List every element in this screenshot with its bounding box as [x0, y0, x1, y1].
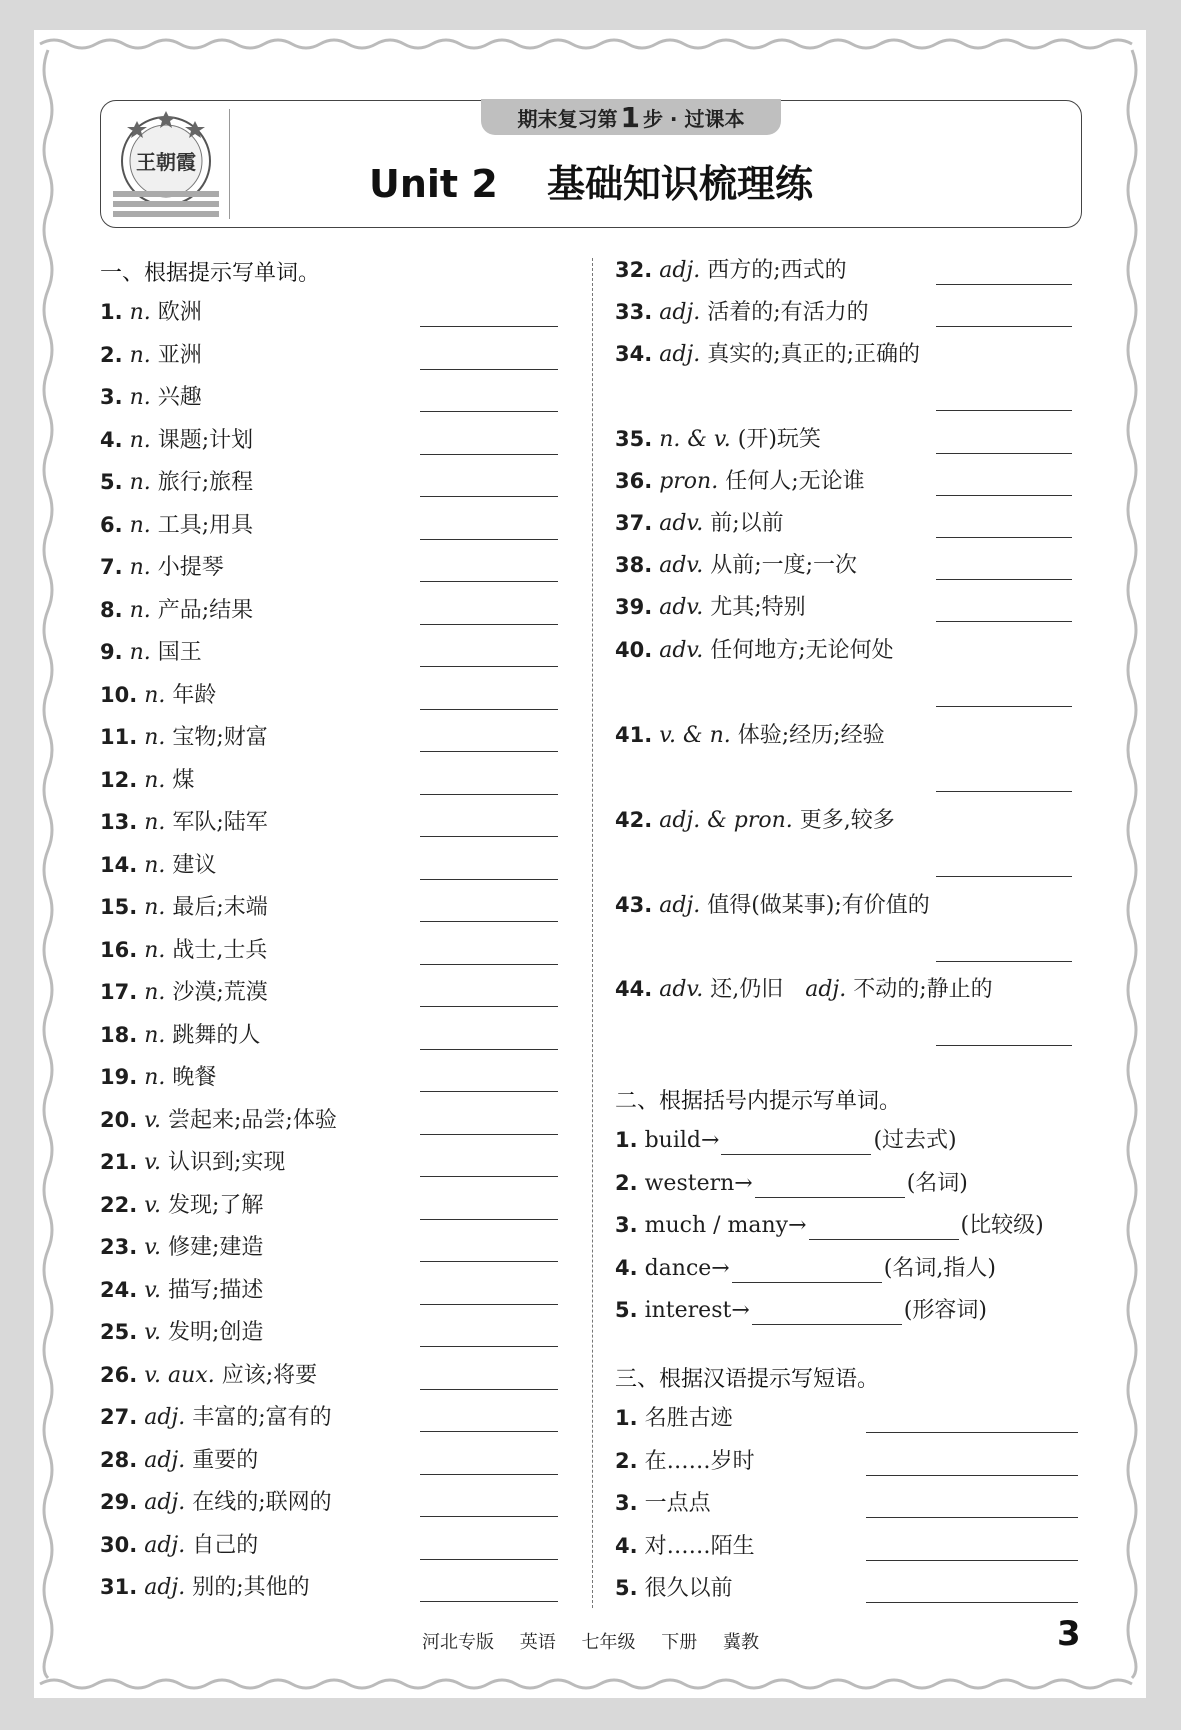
answer-blank[interactable] — [936, 537, 1072, 538]
item-meaning: 小提琴 — [157, 555, 224, 580]
item-number: 13. — [100, 810, 138, 834]
item-number: 35. — [615, 427, 653, 451]
item-meaning: 年龄 — [172, 682, 217, 708]
word-item — [615, 806, 895, 835]
section2-title: 二、根据括号内提示写单词。 — [615, 1089, 902, 1114]
title-text: 基础知识梳理练 — [547, 162, 814, 206]
item-meaning: 更多,较多 — [799, 808, 895, 833]
part-of-speech: n. — [144, 895, 166, 920]
part-of-speech: n. — [129, 640, 151, 665]
item-number: 36. — [615, 469, 653, 493]
item-number: 22. — [100, 1192, 138, 1217]
part-of-speech: v. — [144, 1107, 162, 1133]
part-of-speech: n. — [144, 980, 166, 1005]
phrase-hint: 一点点 — [644, 1491, 711, 1516]
item-meaning: 亚洲 — [157, 342, 202, 368]
answer-blank[interactable] — [752, 1302, 902, 1325]
part-of-speech: v. & n. — [659, 723, 731, 748]
item-number: 38. — [615, 553, 653, 577]
item-meaning: 旅行;旅程 — [157, 470, 254, 495]
word-item — [100, 1148, 285, 1177]
word-item — [100, 851, 216, 880]
part-of-speech: adj. — [659, 300, 701, 325]
part-of-speech: n. — [129, 555, 151, 580]
form-hint: (比较级) — [960, 1213, 1044, 1238]
item-meaning: 别的;其他的 — [192, 1575, 310, 1600]
answer-blank[interactable] — [420, 1091, 558, 1092]
word-item — [100, 766, 194, 795]
part-of-speech: v. — [144, 1277, 162, 1303]
word-item — [100, 808, 268, 837]
part-of-speech: n. — [129, 300, 151, 325]
footer-publisher: 冀教 — [722, 1632, 759, 1653]
answer-blank[interactable] — [420, 454, 558, 455]
item-meaning: 建议 — [172, 852, 217, 878]
footer-edition: 河北专版 — [422, 1632, 495, 1653]
answer-blank[interactable] — [420, 1389, 558, 1390]
answer-blank[interactable] — [420, 1219, 558, 1220]
answer-blank[interactable] — [936, 1045, 1072, 1046]
item-meaning: 自己的 — [192, 1532, 259, 1558]
part-of-speech: adj. — [659, 893, 701, 918]
form-hint: (名词,指人) — [883, 1255, 996, 1281]
word-item — [100, 1063, 216, 1092]
item-meaning: 还,仍旧 — [710, 977, 784, 1002]
section1-title: 一、根据提示写单词。 — [100, 261, 321, 286]
answer-blank[interactable] — [420, 624, 558, 625]
item-number: 2. — [615, 1448, 638, 1473]
word-item — [100, 468, 253, 497]
item-number: 4. — [615, 1533, 638, 1558]
answer-blank[interactable] — [420, 326, 558, 327]
answer-blank[interactable] — [420, 836, 558, 837]
part-of-speech: n. — [129, 385, 151, 410]
answer-blank[interactable] — [420, 709, 558, 710]
answer-blank[interactable] — [420, 1516, 558, 1517]
word-item — [100, 1021, 260, 1050]
word-item — [100, 1531, 258, 1560]
base-word: much / many→ — [644, 1213, 807, 1238]
word-form-item — [615, 1126, 957, 1155]
item-meaning: 认识到;实现 — [168, 1150, 286, 1175]
answer-blank[interactable] — [420, 1261, 558, 1262]
phrase-item — [615, 1574, 733, 1603]
answer-blank[interactable] — [420, 581, 558, 582]
part-of-speech: n. — [144, 1022, 166, 1048]
word-item — [100, 511, 253, 540]
item-meaning-2: 不动的;静止的 — [853, 977, 993, 1002]
part-of-speech: adv. — [659, 595, 704, 620]
item-number: 44. — [615, 977, 653, 1001]
item-meaning: 活着的;有活力的 — [707, 300, 869, 325]
item-number: 12. — [100, 767, 138, 792]
word-item — [100, 1233, 263, 1262]
item-meaning: 体验;经历;经验 — [737, 723, 885, 748]
answer-blank[interactable] — [866, 1475, 1078, 1476]
item-number: 5. — [615, 1576, 638, 1600]
word-item — [100, 1191, 263, 1220]
tab-suffix: 步 · 过课本 — [642, 106, 745, 131]
item-meaning: 产品;结果 — [157, 597, 254, 623]
footer-volume: 下册 — [661, 1632, 698, 1653]
word-item — [615, 721, 885, 750]
part-of-speech: n. — [129, 512, 151, 538]
part-of-speech: v. — [144, 1192, 162, 1218]
item-number: 2. — [615, 1170, 638, 1195]
phrase-item — [615, 1447, 755, 1476]
item-number: 28. — [100, 1447, 138, 1472]
answer-blank[interactable] — [420, 1134, 558, 1135]
review-step-tab — [481, 99, 781, 135]
unit-label: Unit 2 — [368, 162, 498, 206]
item-meaning: 战士,士兵 — [172, 937, 268, 963]
phrase-hint: 在……岁时 — [644, 1448, 755, 1474]
section3-title: 三、根据汉语提示写短语。 — [615, 1367, 880, 1392]
item-number: 26. — [100, 1362, 138, 1387]
answer-blank[interactable] — [732, 1260, 882, 1283]
phrase-item — [615, 1404, 733, 1433]
answer-blank[interactable] — [866, 1517, 1078, 1518]
answer-blank[interactable] — [936, 495, 1072, 496]
phrase-item — [615, 1489, 711, 1518]
answer-blank[interactable] — [420, 751, 558, 752]
column-divider — [592, 258, 593, 1608]
word-item — [100, 978, 268, 1007]
part-of-speech: adj. — [144, 1490, 186, 1515]
part-of-speech: adj. — [144, 1405, 186, 1430]
item-number: 8. — [100, 597, 123, 622]
answer-blank[interactable] — [866, 1432, 1078, 1433]
part-of-speech: adj. — [144, 1575, 186, 1600]
item-meaning: 前;以前 — [710, 511, 784, 536]
word-item — [100, 553, 224, 582]
item-number: 30. — [100, 1532, 138, 1557]
footer-grade: 七年级 — [581, 1632, 636, 1653]
item-number: 23. — [100, 1235, 138, 1259]
answer-blank[interactable] — [420, 496, 558, 497]
item-meaning: 描写;描述 — [168, 1277, 264, 1303]
word-item — [100, 426, 253, 455]
item-number: 39. — [615, 595, 653, 619]
item-number: 21. — [100, 1150, 138, 1174]
item-number: 7. — [100, 555, 123, 579]
word-item — [100, 681, 216, 710]
page-header — [100, 100, 1082, 228]
part-of-speech: adv. — [659, 553, 704, 578]
word-item — [100, 1106, 337, 1135]
item-meaning: 沙漠;荒漠 — [172, 980, 268, 1005]
answer-blank[interactable] — [420, 1474, 558, 1475]
answer-blank[interactable] — [420, 964, 558, 965]
item-number: 5. — [100, 470, 123, 494]
part-of-speech: v. — [144, 1235, 162, 1260]
answer-blank[interactable] — [936, 961, 1072, 962]
word-item — [615, 636, 894, 665]
word-item — [100, 893, 268, 922]
part-of-speech: n. — [129, 342, 151, 368]
part-of-speech: n. — [129, 470, 151, 495]
answer-blank[interactable] — [936, 706, 1072, 707]
base-word: dance→ — [644, 1255, 730, 1281]
item-number: 4. — [100, 427, 123, 452]
item-meaning: 尤其;特别 — [710, 595, 806, 620]
item-number: 33. — [615, 300, 653, 324]
item-number: 3. — [615, 1491, 638, 1515]
item-number: 25. — [100, 1320, 138, 1344]
item-meaning: 工具;用具 — [157, 512, 254, 538]
word-item — [615, 975, 993, 1004]
item-meaning: 跳舞的人 — [172, 1022, 261, 1048]
answer-blank[interactable] — [420, 1431, 558, 1432]
item-number: 18. — [100, 1022, 138, 1047]
answer-blank[interactable] — [936, 791, 1072, 792]
item-meaning: 修建;建造 — [168, 1235, 264, 1260]
item-meaning: 晚餐 — [172, 1065, 217, 1090]
part-of-speech: n. — [144, 937, 166, 963]
item-meaning: 任何地方;无论何处 — [710, 638, 894, 663]
answer-blank[interactable] — [420, 1559, 558, 1560]
word-item — [615, 593, 806, 622]
item-number: 16. — [100, 937, 138, 962]
word-item — [615, 340, 920, 369]
word-item — [100, 723, 268, 752]
item-number: 1. — [615, 1128, 638, 1152]
form-hint: (过去式) — [873, 1128, 957, 1153]
word-item — [100, 1403, 332, 1432]
part-of-speech: adj. — [144, 1532, 186, 1558]
word-item — [100, 298, 202, 327]
part-of-speech-2: adj. — [805, 977, 847, 1002]
item-meaning: 最后;末端 — [172, 895, 268, 920]
word-item — [615, 298, 869, 327]
answer-blank[interactable] — [420, 1049, 558, 1050]
answer-blank[interactable] — [936, 876, 1072, 877]
answer-blank[interactable] — [936, 621, 1072, 622]
item-number: 10. — [100, 682, 138, 707]
answer-blank[interactable] — [809, 1217, 959, 1240]
item-number: 5. — [615, 1298, 638, 1322]
base-word: western→ — [644, 1170, 753, 1196]
word-item — [615, 467, 865, 496]
word-form-item — [615, 1211, 1044, 1240]
item-number: 40. — [615, 638, 653, 662]
item-meaning: 尝起来;品尝;体验 — [168, 1107, 337, 1133]
base-word: interest→ — [644, 1298, 750, 1323]
item-meaning: 丰富的;富有的 — [192, 1405, 332, 1430]
page-title — [101, 153, 1081, 208]
answer-blank[interactable] — [866, 1560, 1078, 1561]
word-form-item — [615, 1296, 987, 1325]
item-number: 2. — [100, 342, 123, 367]
word-form-item — [615, 1254, 996, 1283]
item-number: 29. — [100, 1490, 138, 1514]
word-item — [615, 551, 857, 580]
part-of-speech: v. — [144, 1320, 162, 1345]
phrase-item — [615, 1532, 755, 1561]
word-item — [100, 341, 202, 370]
answer-blank[interactable] — [866, 1602, 1078, 1603]
item-number: 3. — [615, 1213, 638, 1237]
item-meaning: 在线的;联网的 — [192, 1490, 332, 1515]
item-meaning: 课题;计划 — [157, 427, 254, 453]
item-number: 17. — [100, 980, 138, 1004]
part-of-speech: adj. — [659, 342, 701, 367]
answer-blank[interactable] — [755, 1175, 905, 1198]
item-number: 4. — [615, 1255, 638, 1280]
answer-blank[interactable] — [721, 1132, 871, 1155]
item-meaning: 欧洲 — [157, 300, 202, 325]
item-number: 3. — [100, 385, 123, 409]
word-item — [100, 1318, 263, 1347]
word-item — [100, 936, 267, 965]
item-number: 1. — [615, 1406, 638, 1430]
item-number: 24. — [100, 1277, 138, 1302]
item-meaning: 发明;创造 — [168, 1320, 264, 1345]
item-meaning: 发现;了解 — [168, 1192, 264, 1218]
tab-step-number: 1 — [620, 100, 640, 134]
item-meaning: 值得(做某事);有价值的 — [707, 893, 930, 918]
item-number: 34. — [615, 342, 653, 366]
item-meaning: 从前;一度;一次 — [710, 553, 858, 578]
item-number: 41. — [615, 723, 653, 747]
svg-text:王朝霞: 王朝霞 — [136, 150, 196, 174]
phrase-hint: 名胜古迹 — [644, 1406, 733, 1431]
answer-blank[interactable] — [420, 539, 558, 540]
answer-blank[interactable] — [936, 579, 1072, 580]
answer-blank[interactable] — [936, 410, 1072, 411]
part-of-speech: n. — [129, 427, 151, 453]
answer-blank[interactable] — [420, 666, 558, 667]
tab-prefix: 期末复习第 — [517, 106, 618, 131]
item-number: 19. — [100, 1065, 138, 1089]
part-of-speech: adj. — [659, 258, 701, 283]
word-item — [615, 509, 784, 538]
item-number: 11. — [100, 725, 138, 749]
item-number: 20. — [100, 1107, 138, 1132]
word-form-item — [615, 1169, 968, 1198]
part-of-speech: adv. — [659, 638, 704, 663]
part-of-speech: n. — [144, 767, 166, 793]
part-of-speech: v. aux. — [144, 1362, 215, 1388]
item-meaning: 西方的;西式的 — [707, 258, 847, 283]
word-item — [100, 383, 202, 412]
part-of-speech: n. — [144, 1065, 166, 1090]
item-number: 9. — [100, 640, 123, 664]
answer-blank[interactable] — [420, 1601, 558, 1602]
word-item — [615, 256, 847, 285]
answer-blank[interactable] — [420, 794, 558, 795]
answer-blank[interactable] — [936, 284, 1072, 285]
part-of-speech: v. — [144, 1150, 162, 1175]
part-of-speech: n. — [144, 725, 166, 750]
item-meaning: 军队;陆军 — [172, 810, 268, 835]
item-number: 42. — [615, 808, 653, 832]
item-number: 1. — [100, 300, 123, 324]
part-of-speech: n. & v. — [659, 427, 731, 452]
part-of-speech: adv. — [659, 511, 704, 536]
word-item — [615, 425, 821, 454]
part-of-speech: pron. — [659, 469, 719, 494]
part-of-speech: adj. & pron. — [659, 808, 793, 833]
item-meaning: 重要的 — [192, 1447, 259, 1473]
item-number: 14. — [100, 852, 138, 877]
item-number: 32. — [615, 258, 653, 282]
item-number: 6. — [100, 512, 123, 537]
item-number: 31. — [100, 1575, 138, 1599]
word-item — [100, 1446, 258, 1475]
phrase-hint: 对……陌生 — [644, 1533, 755, 1559]
item-meaning: 任何人;无论谁 — [725, 469, 865, 494]
item-meaning: 应该;将要 — [221, 1362, 318, 1388]
answer-blank[interactable] — [936, 326, 1072, 327]
part-of-speech: adv. — [659, 977, 704, 1002]
word-item — [100, 1488, 332, 1517]
form-hint: (形容词) — [903, 1298, 987, 1323]
word-item — [100, 596, 253, 625]
answer-blank[interactable] — [420, 1006, 558, 1007]
answer-blank[interactable] — [936, 453, 1072, 454]
item-meaning: 煤 — [172, 767, 195, 793]
base-word: build→ — [644, 1128, 720, 1153]
item-number: 43. — [615, 893, 653, 917]
part-of-speech: n. — [144, 682, 166, 708]
answer-blank[interactable] — [420, 369, 558, 370]
word-item — [100, 1276, 263, 1305]
word-item — [100, 1573, 310, 1602]
item-number: 15. — [100, 895, 138, 919]
form-hint: (名词) — [906, 1170, 968, 1196]
page-number: 3 — [1057, 1614, 1081, 1654]
part-of-speech: n. — [144, 852, 166, 878]
item-meaning: 宝物;财富 — [172, 725, 268, 750]
answer-blank[interactable] — [420, 1176, 558, 1177]
item-meaning: 真实的;真正的;正确的 — [707, 342, 921, 367]
word-item — [100, 638, 202, 667]
footer-subject: 英语 — [519, 1632, 556, 1653]
word-item — [100, 1361, 317, 1390]
item-number: 37. — [615, 511, 653, 535]
part-of-speech: n. — [129, 597, 151, 623]
page-footer — [0, 1628, 1181, 1654]
part-of-speech: adj. — [144, 1447, 186, 1473]
item-meaning: 国王 — [157, 640, 202, 665]
part-of-speech: n. — [144, 810, 166, 835]
item-number: 27. — [100, 1405, 138, 1429]
item-meaning: 兴趣 — [157, 385, 202, 410]
answer-blank[interactable] — [420, 921, 558, 922]
phrase-hint: 很久以前 — [644, 1576, 733, 1601]
answer-blank[interactable] — [420, 1346, 558, 1347]
answer-blank[interactable] — [420, 411, 558, 412]
answer-blank[interactable] — [420, 879, 558, 880]
word-item — [615, 891, 930, 920]
answer-blank[interactable] — [420, 1304, 558, 1305]
item-meaning: (开)玩笑 — [737, 427, 821, 452]
